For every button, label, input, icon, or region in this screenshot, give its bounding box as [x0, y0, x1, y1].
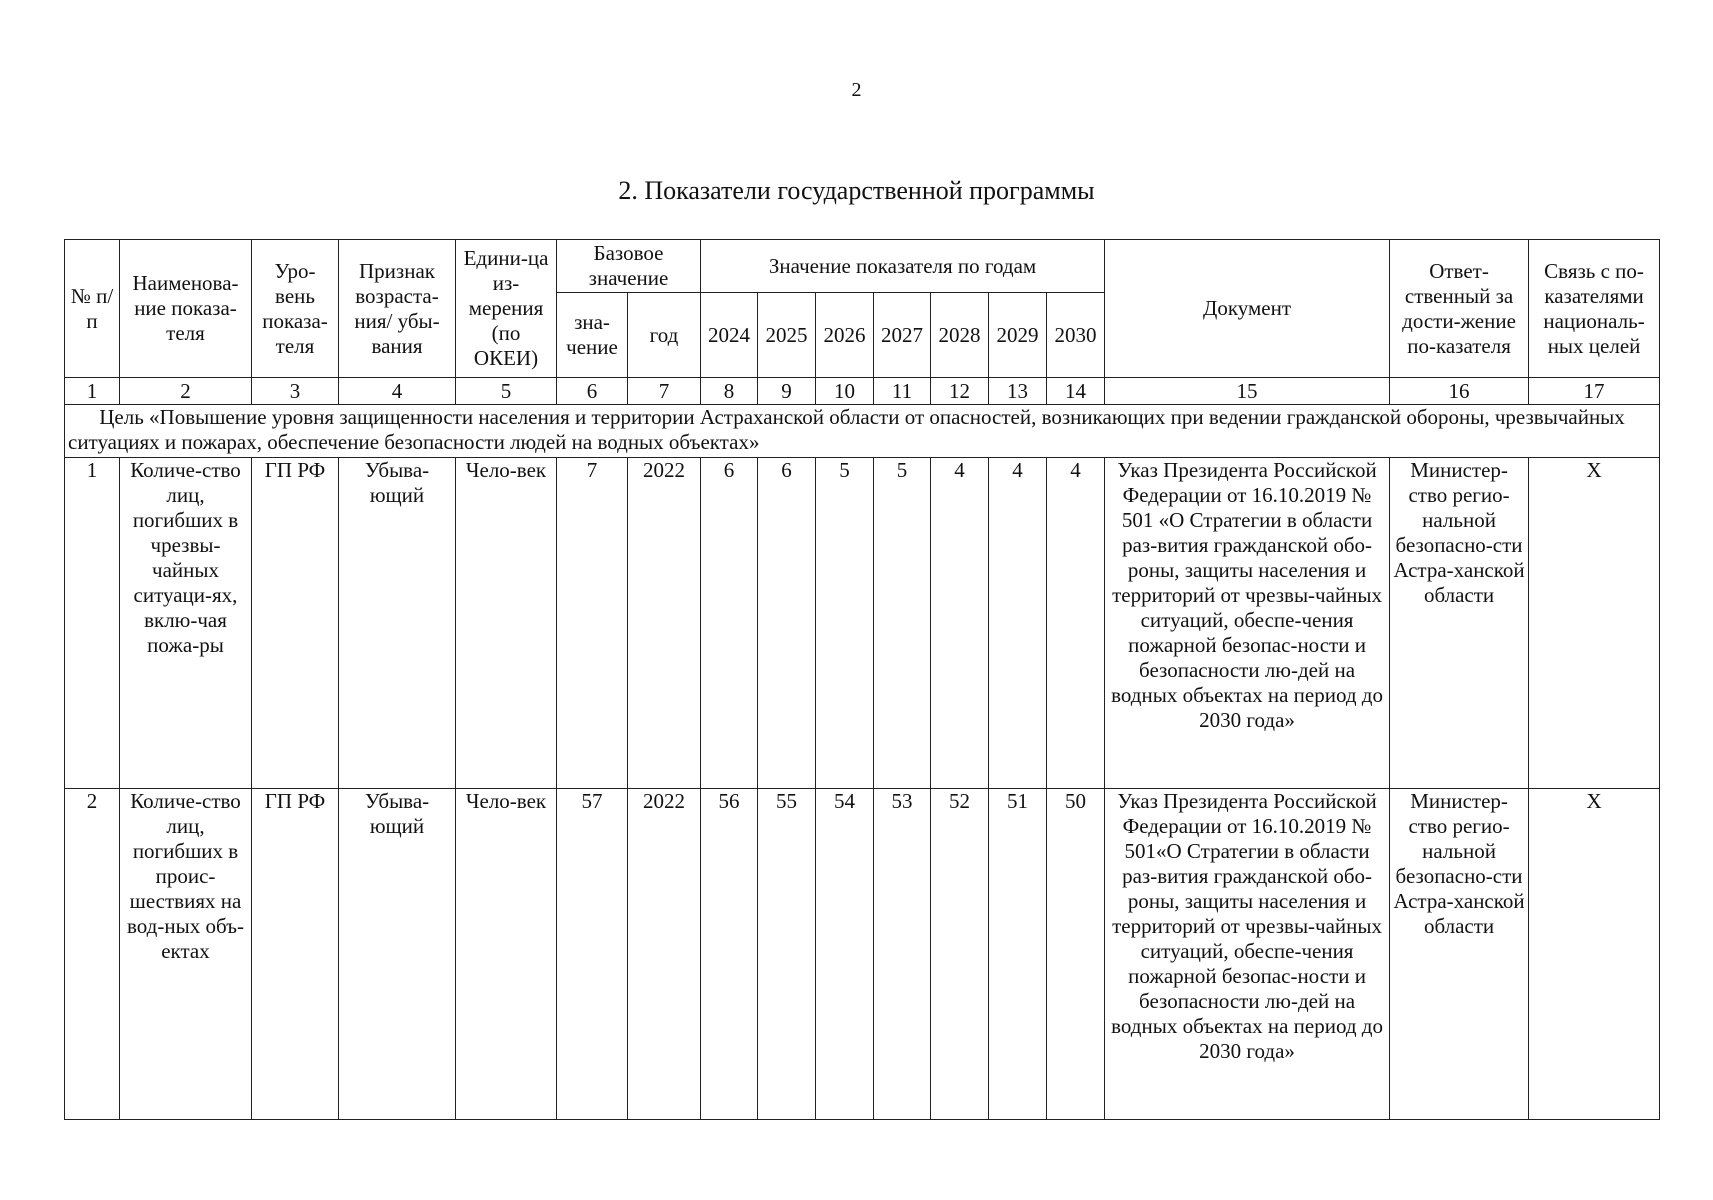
goal-row [65, 405, 1660, 458]
row-link: X [1529, 458, 1660, 789]
column-number: 3 [252, 378, 339, 405]
column-number: 4 [339, 378, 456, 405]
row-base-value: 57 [557, 789, 628, 1120]
row-base-value: 7 [557, 458, 628, 789]
column-number: 1 [65, 378, 120, 405]
column-number: 2 [120, 378, 252, 405]
row-num: 1 [65, 458, 120, 789]
row-link: X [1529, 789, 1660, 1120]
row-unit: Чело-век [456, 458, 557, 789]
row-year-value: 55 [758, 789, 816, 1120]
header-base-value: зна-чение [557, 293, 628, 378]
column-number: 8 [701, 378, 758, 405]
goal-text: Цель «Повышение уровня защищенности населения и территории Астраханской области от опасностей, возникающих при ведении гражданской обороны, чрезвычайных ситуациях и пожарах, обеспечение безопасности людей на водных объектах» [65, 405, 1660, 458]
row-name: Количе-ство лиц, погибших в чрезвы-чайных ситуаци-ях, вклю-чая пожа-ры [120, 458, 252, 789]
row-year-value: 54 [816, 789, 874, 1120]
column-number: 17 [1529, 378, 1660, 405]
page-title: 2. Показатели государственной программы [618, 176, 1095, 205]
row-base-year: 2022 [628, 458, 701, 789]
row-year-value: 6 [701, 458, 758, 789]
row-level: ГП РФ [252, 789, 339, 1120]
header-link: Связь с по-казателями националь-ных целей [1529, 240, 1660, 378]
row-document: Указ Президента Российской Федерации от 16.10.2019 № 501«О Стратегии в области раз-вития гражданской обо-роны, защиты населения и территорий от чрезвы-чайных ситуаций, обеспе-чения пожарной безопас-ности и безопасности лю-дей на водных объектах на период до 2030 года» [1105, 789, 1390, 1120]
header-document: Документ [1105, 240, 1390, 378]
row-base-year: 2022 [628, 789, 701, 1120]
row-unit: Чело-век [456, 789, 557, 1120]
row-year-value: 4 [989, 458, 1047, 789]
page-number: 2 [851, 79, 862, 101]
header-base-group: Базовое значение [557, 240, 701, 293]
row-document: Указ Президента Российской Федерации от 16.10.2019 № 501 «О Стратегии в области раз-вития гражданской обо-роны, защиты населения и территорий от чрезвы-чайных ситуаций, обеспе-чения пожарной безопас-ности и безопасности лю-дей на водных объектах на период до 2030 года» [1105, 458, 1390, 789]
row-year-value: 5 [874, 458, 931, 789]
table-row [65, 789, 1660, 1120]
header-responsible: Ответ-ственный за дости-жение по-казателя [1390, 240, 1529, 378]
header-year: 2024 [701, 293, 758, 378]
column-number: 15 [1105, 378, 1390, 405]
column-number-row [65, 378, 1660, 405]
row-year-value: 56 [701, 789, 758, 1120]
row-trend: Убыва-ющий [339, 789, 456, 1120]
row-year-value: 51 [989, 789, 1047, 1120]
header-num: № п/п [65, 240, 120, 378]
row-year-value: 50 [1047, 789, 1105, 1120]
row-trend: Убыва-ющий [339, 458, 456, 789]
header-year: 2025 [758, 293, 816, 378]
header-years-group: Значение показателя по годам [701, 240, 1105, 293]
column-number: 7 [628, 378, 701, 405]
row-responsible: Министер-ство регио-нальной безопасно-сти Астра-ханской области [1390, 458, 1529, 789]
column-number: 12 [931, 378, 989, 405]
row-num: 2 [65, 789, 120, 1120]
header-base-year: год [628, 293, 701, 378]
row-level: ГП РФ [252, 458, 339, 789]
header-year: 2029 [989, 293, 1047, 378]
column-number: 11 [874, 378, 931, 405]
row-year-value: 6 [758, 458, 816, 789]
column-number: 5 [456, 378, 557, 405]
row-name: Количе-ство лиц, погибших в проис-шествиях на вод-ных объ-ектах [120, 789, 252, 1120]
row-year-value: 4 [1047, 458, 1105, 789]
row-year-value: 5 [816, 458, 874, 789]
table-row [65, 458, 1660, 789]
header-year: 2030 [1047, 293, 1105, 378]
row-year-value: 53 [874, 789, 931, 1120]
column-number: 14 [1047, 378, 1105, 405]
header-year: 2028 [931, 293, 989, 378]
row-responsible: Министер-ство регио-нальной безопасно-сти Астра-ханской области [1390, 789, 1529, 1120]
indicators-table [64, 239, 1660, 1120]
header-level: Уро-вень показа-теля [252, 240, 339, 378]
column-number: 6 [557, 378, 628, 405]
row-year-value: 4 [931, 458, 989, 789]
header-unit: Едини-ца из-мерения (по ОКЕИ) [456, 240, 557, 378]
column-number: 13 [989, 378, 1047, 405]
column-number: 16 [1390, 378, 1529, 405]
header-row-top [65, 240, 1660, 293]
header-trend: Признак возраста-ния/ убы-вания [339, 240, 456, 378]
column-number: 9 [758, 378, 816, 405]
header-name: Наименова-ние показа-теля [120, 240, 252, 378]
column-number: 10 [816, 378, 874, 405]
header-year: 2027 [874, 293, 931, 378]
row-year-value: 52 [931, 789, 989, 1120]
header-year: 2026 [816, 293, 874, 378]
